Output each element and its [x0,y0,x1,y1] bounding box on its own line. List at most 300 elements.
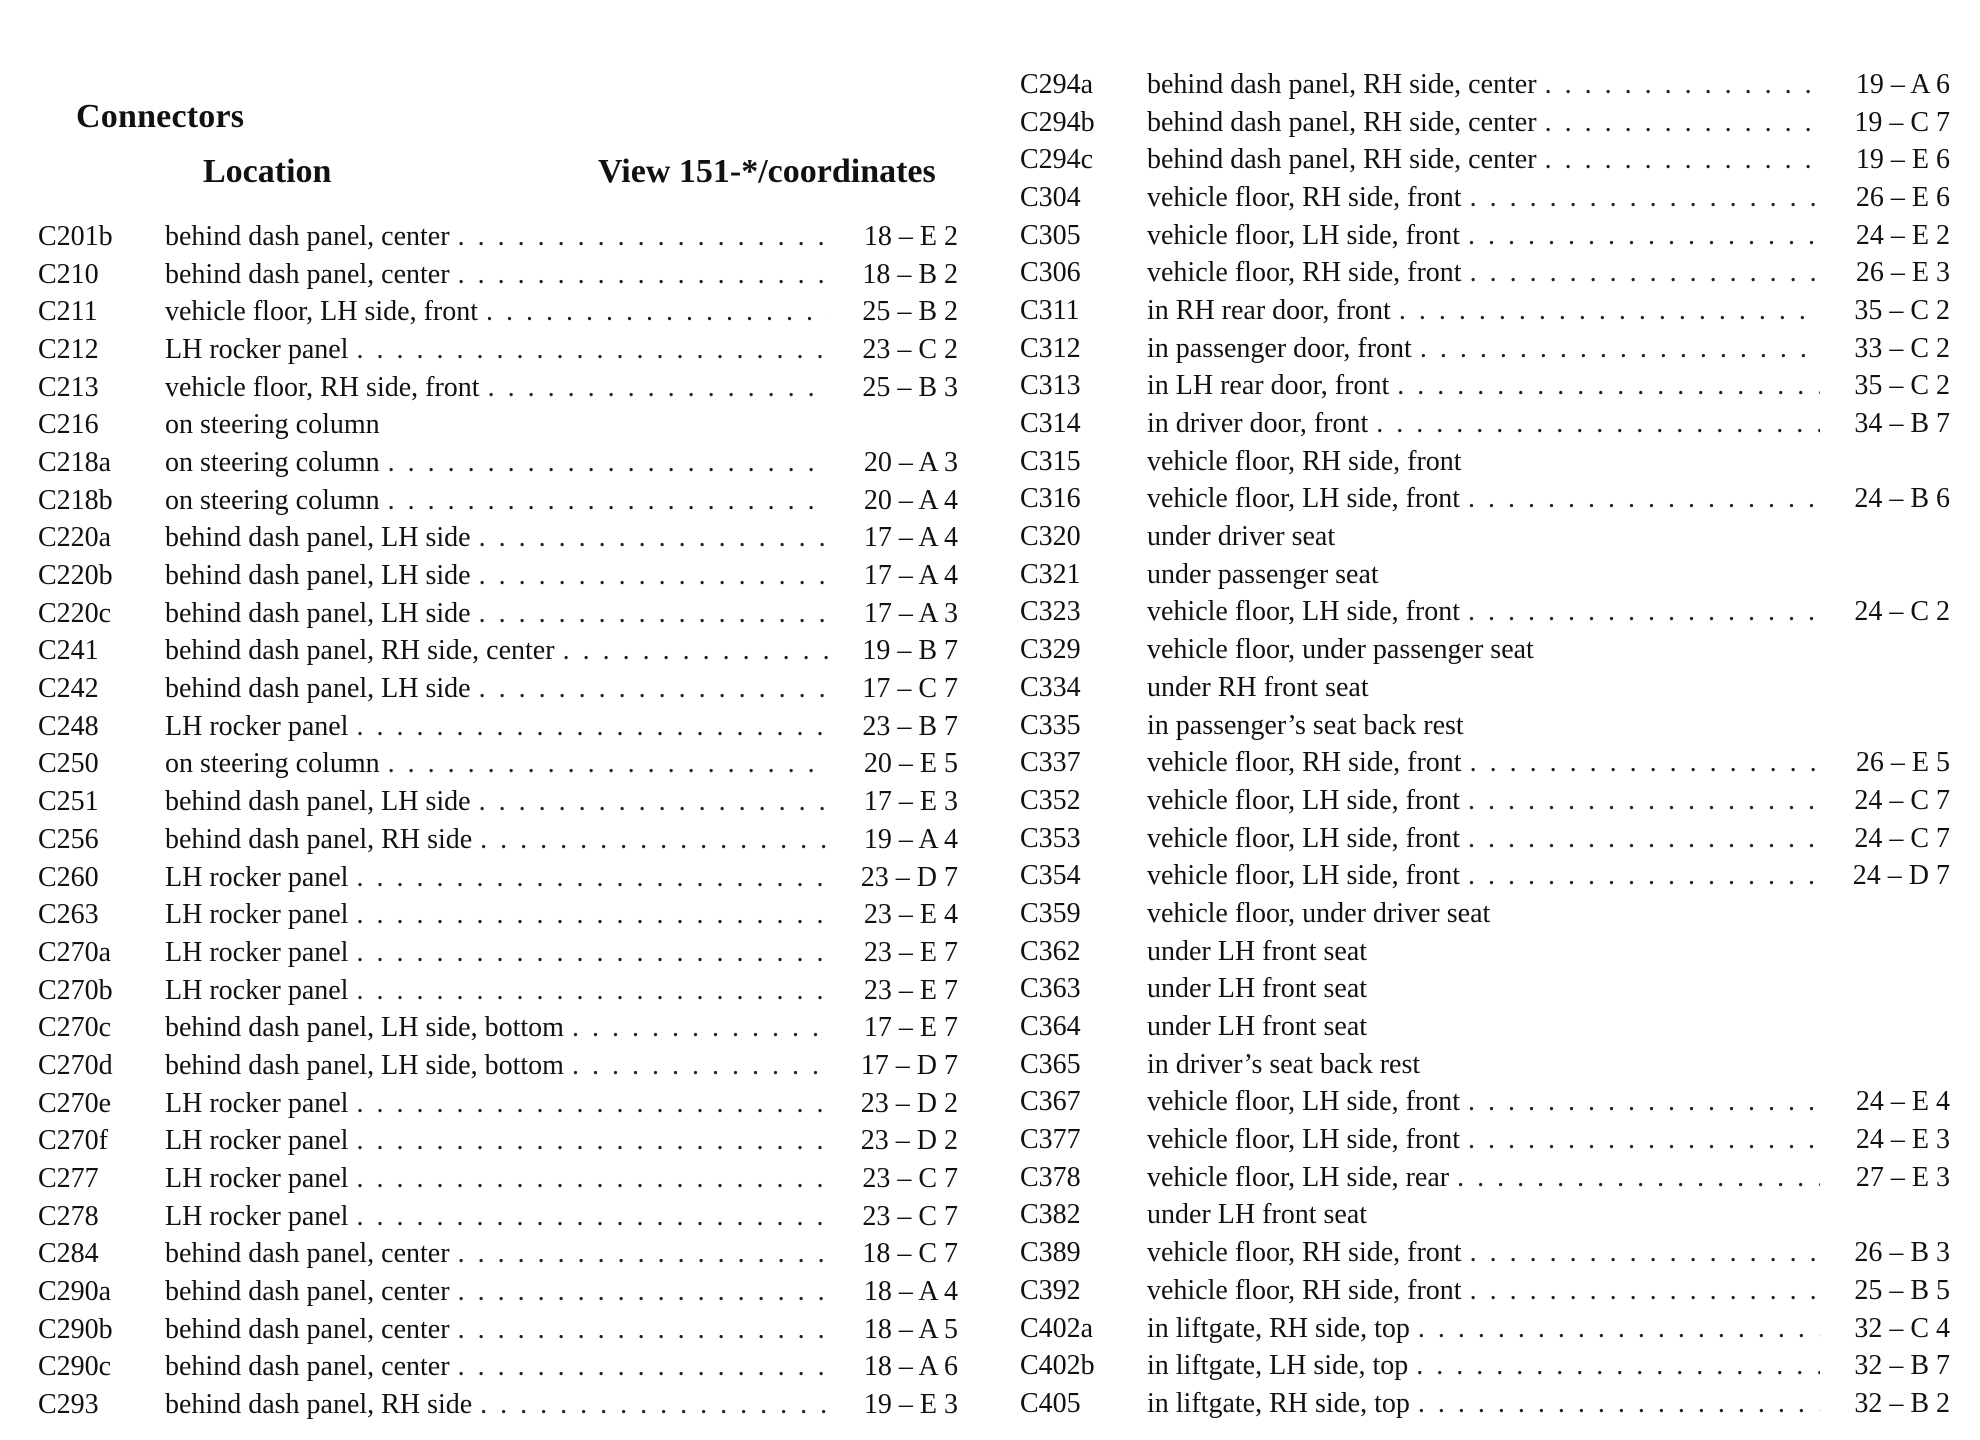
connector-location: under LH front seat [1147,973,1368,1005]
dot-leader [1470,257,1820,289]
connector-row [38,896,958,934]
connector-location: in passenger’s seat back rest [1147,709,1464,741]
dot-leader [458,221,828,253]
view-coordinates: 23 – D 7 [860,861,958,893]
connector-id: C315 [1020,445,1081,477]
dot-leader [388,447,828,479]
location-header: Location [203,153,332,190]
connector-location-cell [165,598,840,630]
connector-location-cell [1147,1049,1832,1081]
connector-location-cell [1147,747,1832,779]
connector-location: behind dash panel, LH side [165,522,471,554]
connector-row [38,1160,958,1198]
connector-row [1020,1385,1950,1423]
connector-location: behind dash panel, center [165,1351,450,1383]
dot-leader [388,485,828,517]
connector-location-cell [1147,860,1832,892]
connector-id: C220b [38,560,113,592]
connector-id: C378 [1020,1161,1081,1193]
dot-leader [458,259,828,291]
connector-location: vehicle floor, LH side, front [1147,1086,1461,1118]
connector-location-cell [1147,370,1832,402]
connector-location-cell [165,221,840,253]
connector-location-cell [165,1050,840,1082]
connector-location: LH rocker panel [165,1163,349,1195]
connector-row [1020,556,1950,594]
connector-id: C256 [38,823,99,855]
connector-location: LH rocker panel [165,1087,349,1119]
view-coordinates: 17 – A 3 [863,597,958,629]
connector-id: C367 [1020,1086,1081,1118]
connector-id: C241 [38,635,99,667]
view-coordinates: 17 – E 7 [863,1012,958,1044]
connector-location: LH rocker panel [165,861,349,893]
connector-location-cell [1147,295,1832,327]
connector-location: under LH front seat [1147,1011,1368,1043]
view-coordinates: 32 – B 7 [1854,1350,1950,1382]
dot-leader [1418,1388,1820,1420]
connector-location: vehicle floor, RH side, front [165,371,480,403]
connector-location-cell [165,372,840,404]
connector-row [38,1009,958,1047]
connector-id: C334 [1020,671,1081,703]
dot-leader [1468,785,1820,817]
connector-row [1020,217,1950,255]
connector-location-cell [165,711,840,743]
dot-leader [488,372,828,404]
connector-id: C290b [38,1313,113,1345]
connector-id: C278 [38,1200,99,1232]
connector-id: C304 [1020,181,1081,213]
connector-location: vehicle floor, RH side, front [1147,1237,1462,1269]
connector-location-cell [1147,220,1832,252]
connector-row [38,406,958,444]
view-coordinates: 17 – D 7 [860,1049,958,1081]
dot-leader [479,522,828,554]
connector-row [38,1386,958,1424]
view-coordinates: 35 – C 2 [1854,370,1950,402]
view-coordinates: 19 – A 6 [1855,68,1950,100]
view-coordinates: 25 – B 5 [1854,1274,1950,1306]
dot-leader [1468,483,1820,515]
connector-location-cell [1147,1162,1832,1194]
view-coordinates: 24 – C 7 [1854,784,1950,816]
connector-location-cell [1147,1199,1832,1231]
view-coordinates: 18 – E 2 [863,220,958,252]
connector-id: C293 [38,1389,99,1421]
dot-leader [1470,747,1820,779]
dot-leader [1468,220,1820,252]
connector-row [38,859,958,897]
connector-id: C377 [1020,1124,1081,1156]
connector-location: LH rocker panel [165,333,349,365]
connector-row [1020,782,1950,820]
connector-row [38,218,958,256]
connector-location-cell [1147,1313,1832,1345]
connector-row [38,256,958,294]
connector-location-cell [165,635,840,667]
connector-row [38,1123,958,1161]
connector-row [38,1236,958,1274]
connector-row [1020,1272,1950,1310]
connector-location: LH rocker panel [165,899,349,931]
connector-location-cell [1147,1011,1832,1043]
connector-row [1020,518,1950,556]
connector-row [38,708,958,746]
dot-leader [1418,1313,1820,1345]
connector-location: vehicle floor, under passenger seat [1147,634,1534,666]
connector-location-cell [165,334,840,366]
view-coordinates: 23 – E 4 [863,899,958,931]
connector-location-cell [165,1389,840,1421]
connector-row [38,369,958,407]
connector-id: C313 [1020,370,1081,402]
dot-leader [356,1125,828,1157]
connector-id: C270d [38,1049,113,1081]
connector-id: C290c [38,1351,112,1383]
connector-id: C306 [1020,257,1081,289]
connector-row [1020,368,1950,406]
connector-id: C382 [1020,1199,1081,1231]
connector-row [1020,1310,1950,1348]
view-coordinates: 23 – C 7 [862,1163,958,1195]
dot-leader [458,1238,828,1270]
view-coordinates: 18 – B 2 [862,258,958,290]
connector-id: C316 [1020,483,1081,515]
dot-leader [388,748,828,780]
connector-row [1020,971,1950,1009]
connector-location: behind dash panel, RH side, center [165,635,555,667]
connector-location: vehicle floor, LH side, front [1147,596,1461,628]
connector-location: behind dash panel, LH side [165,673,471,705]
connector-location-cell [1147,1350,1832,1382]
connector-id: C389 [1020,1237,1081,1269]
connector-id: C213 [38,371,99,403]
connector-location-cell [165,975,840,1007]
connector-location-cell [1147,710,1832,742]
connector-id: C284 [38,1238,99,1270]
connector-location: in LH rear door, front [1147,370,1390,402]
connector-row [1020,481,1950,519]
dot-leader [356,711,828,743]
dot-leader [356,937,828,969]
connector-location: vehicle floor, RH side, front [1147,445,1462,477]
connector-location-cell [1147,408,1832,440]
connector-location-cell [1147,1086,1832,1118]
dot-leader [572,1050,828,1082]
dot-leader [1545,69,1820,101]
connector-id: C312 [1020,332,1081,364]
connector-id: C362 [1020,935,1081,967]
connector-location-cell [165,522,840,554]
connector-location: in liftgate, RH side, top [1147,1387,1410,1419]
connector-location-cell [165,1088,840,1120]
connector-id: C363 [1020,973,1081,1005]
connector-location-cell [1147,823,1832,855]
connector-location-cell [1147,257,1832,289]
connector-row [38,595,958,633]
connector-row [1020,141,1950,179]
connector-id: C270a [38,936,112,968]
view-coordinates: 19 – E 6 [1855,144,1950,176]
connector-location: vehicle floor, LH side, front [1147,822,1461,854]
connector-location-cell [1147,69,1832,101]
dot-leader [1457,1162,1820,1194]
dot-leader [458,1351,828,1383]
connector-location-cell [165,485,840,517]
view-coordinates: 19 – C 7 [1854,106,1950,138]
connector-location-cell [165,1163,840,1195]
connector-location: on steering column [165,409,380,441]
connector-row [1020,254,1950,292]
connector-id: C352 [1020,784,1081,816]
connector-id: C270c [38,1012,112,1044]
connector-id: C321 [1020,558,1081,590]
view-coordinates: 23 – D 2 [860,1087,958,1119]
connector-id: C353 [1020,822,1081,854]
dot-leader [1399,295,1820,327]
view-coordinates: 27 – E 3 [1855,1161,1950,1193]
dot-leader [356,1201,828,1233]
connector-location: vehicle floor, LH side, front [1147,483,1461,515]
connector-id: C212 [38,333,99,365]
connector-location: under LH front seat [1147,935,1368,967]
connector-location-cell [1147,1237,1832,1269]
view-coordinates: 18 – A 5 [863,1313,958,1345]
connector-location-cell [165,296,840,328]
connector-location-cell [1147,1388,1832,1420]
dot-leader [1468,1124,1820,1156]
dot-leader [1545,144,1820,176]
dot-leader [480,824,828,856]
connector-location: LH rocker panel [165,1125,349,1157]
connector-location-cell [1147,182,1832,214]
connector-id: C311 [1020,294,1080,326]
connector-row [1020,1046,1950,1084]
connector-location-cell [1147,559,1832,591]
connector-location-cell [1147,446,1832,478]
view-coordinates: 24 – D 7 [1852,860,1950,892]
connector-id: C263 [38,899,99,931]
connector-location: vehicle floor, LH side, rear [1147,1161,1450,1193]
view-coordinates: 32 – B 2 [1854,1387,1950,1419]
connector-location: in liftgate, RH side, top [1147,1312,1410,1344]
connector-location-cell [165,1238,840,1270]
view-coordinates: 19 – E 3 [863,1389,958,1421]
connector-location: behind dash panel, RH side, center [1147,144,1537,176]
connector-row [1020,1159,1950,1197]
connector-id: C270f [38,1125,108,1157]
dot-leader [1468,823,1820,855]
view-coordinates: 33 – C 2 [1854,332,1950,364]
connector-id: C337 [1020,747,1081,779]
connector-id: C323 [1020,596,1081,628]
connector-row [1020,1084,1950,1122]
connector-id: C359 [1020,897,1081,929]
connector-id: C218b [38,484,113,516]
connector-location-cell [1147,144,1832,176]
connector-location: behind dash panel, RH side, center [1147,106,1537,138]
view-coordinates: 23 – B 7 [862,710,958,742]
connector-row [1020,820,1950,858]
section-title: Connectors [76,98,245,135]
connector-location: behind dash panel, center [165,1238,450,1270]
connector-location-cell [1147,634,1832,666]
dot-leader [479,786,828,818]
connector-row [38,331,958,369]
dot-leader [480,1389,828,1421]
connector-location-cell [165,1276,840,1308]
connector-location: behind dash panel, RH side [165,823,473,855]
connector-location: vehicle floor, under driver seat [1147,897,1491,929]
connector-row [1020,330,1950,368]
view-coordinates: 17 – A 4 [863,522,958,554]
connector-location: behind dash panel, RH side [165,1389,473,1421]
connector-location-cell [165,937,840,969]
connector-id: C277 [38,1163,99,1195]
connector-location: on steering column [165,748,380,780]
connector-id: C270e [38,1087,112,1119]
connector-location-cell [165,673,840,705]
connector-location-cell [165,899,840,931]
connector-id: C251 [38,786,99,818]
dot-leader [356,899,828,931]
connector-row [38,972,958,1010]
view-coordinates: 19 – B 7 [862,635,958,667]
connector-location-cell [165,259,840,291]
connector-location: behind dash panel, LH side [165,560,471,592]
view-coordinates: 20 – E 5 [863,748,958,780]
connector-id: C392 [1020,1274,1081,1306]
connector-location: under driver seat [1147,521,1336,553]
connector-id: C294b [1020,106,1095,138]
view-coordinates: 25 – B 3 [862,371,958,403]
connector-id: C216 [38,409,99,441]
connector-location: LH rocker panel [165,974,349,1006]
view-coordinates: 24 – E 3 [1855,1124,1950,1156]
connector-location-cell [1147,596,1832,628]
view-coordinates: 18 – C 7 [862,1238,958,1270]
connector-location: vehicle floor, LH side, front [1147,860,1461,892]
view-coordinates: 32 – C 4 [1854,1312,1950,1344]
dot-leader [479,598,828,630]
connector-location-cell [165,824,840,856]
view-coordinates: 23 – C 7 [862,1200,958,1232]
connector-row [38,783,958,821]
connector-location: under passenger seat [1147,558,1379,590]
view-coordinates: 20 – A 4 [863,484,958,516]
connector-row [1020,857,1950,895]
connector-location: vehicle floor, RH side, front [1147,747,1462,779]
connector-location-cell [1147,1124,1832,1156]
connector-list-right [1020,66,1950,1423]
connector-location: behind dash panel, LH side [165,597,471,629]
dot-leader [1470,1275,1820,1307]
connector-location: in driver door, front [1147,408,1369,440]
view-coordinates: 26 – E 3 [1855,257,1950,289]
connector-row [38,1349,958,1387]
view-coordinates: 23 – E 7 [863,936,958,968]
connector-location: vehicle floor, RH side, front [1147,181,1462,213]
connector-id: C402a [1020,1312,1094,1344]
connector-location: vehicle floor, RH side, front [1147,257,1462,289]
connector-location-cell [165,560,840,592]
connector-location-cell [1147,521,1832,553]
connector-id: C290a [38,1276,112,1308]
connector-id: C270b [38,974,113,1006]
dot-leader [356,1163,828,1195]
connector-id: C329 [1020,634,1081,666]
view-coordinates: 17 – C 7 [862,673,958,705]
connector-id: C335 [1020,709,1081,741]
view-coordinates: 24 – E 4 [1855,1086,1950,1118]
connector-location: in liftgate, LH side, top [1147,1350,1409,1382]
dot-leader [356,862,828,894]
connector-location-cell [1147,973,1832,1005]
view-coordinates: 19 – A 4 [863,823,958,855]
connector-row [1020,631,1950,669]
connector-row [1020,405,1950,443]
connector-id: C402b [1020,1350,1095,1382]
connector-row [38,821,958,859]
connector-id: C242 [38,673,99,705]
view-coordinates: 18 – A 6 [863,1351,958,1383]
dot-leader [1545,107,1820,139]
connector-row [38,520,958,558]
connector-row [38,482,958,520]
connector-row [38,444,958,482]
view-coordinates: 25 – B 2 [862,296,958,328]
dot-leader [572,1012,828,1044]
dot-leader [1468,596,1820,628]
dot-leader [479,673,828,705]
connector-row [1020,1008,1950,1046]
connector-row [1020,895,1950,933]
connector-location-cell [165,1125,840,1157]
connector-location-cell [1147,672,1832,704]
connector-location: behind dash panel, center [165,258,450,290]
connector-id: C201b [38,220,113,252]
connector-id: C211 [38,296,98,328]
connector-row [38,1085,958,1123]
connector-id: C364 [1020,1011,1081,1043]
connector-location-cell [165,786,840,818]
dot-leader [563,635,828,667]
connector-row [38,293,958,331]
connector-location: behind dash panel, LH side, bottom [165,1012,564,1044]
connector-row [1020,66,1950,104]
connector-row [1020,292,1950,330]
connector-row [1020,933,1950,971]
connector-location-cell [165,1351,840,1383]
connector-location-cell [1147,483,1832,515]
connector-id: C260 [38,861,99,893]
dot-leader [1470,1237,1820,1269]
connector-location-cell [165,748,840,780]
view-coordinates: 24 – C 7 [1854,822,1950,854]
connector-location: behind dash panel, center [165,1313,450,1345]
view-header: View 151-*/coordinates [598,153,936,190]
connector-row [38,670,958,708]
connector-id: C314 [1020,408,1081,440]
connector-location: LH rocker panel [165,936,349,968]
connector-row [1020,707,1950,745]
connector-location: in passenger door, front [1147,332,1412,364]
connector-location: LH rocker panel [165,710,349,742]
connector-location: behind dash panel, LH side [165,786,471,818]
connector-location-cell [165,1012,840,1044]
connector-list-left [38,218,958,1424]
